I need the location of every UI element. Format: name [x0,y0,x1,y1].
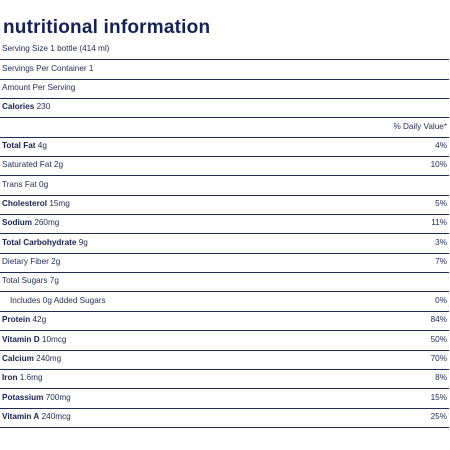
nutrient-row-total-sugars [0,273,449,292]
nutrient-amount: 7g [49,276,59,286]
nutrient-row-sodium [0,215,449,234]
nutrient-label [2,330,66,349]
serving-size-label: Serving Size 1 bottle (414 ml) [2,44,110,54]
nutrient-label [2,407,71,426]
nutrient-row-total-fat [0,138,449,157]
nutrient-daily-value: 8% [435,373,447,383]
nutrient-row-potassium [0,389,449,408]
nutrient-row-iron [0,370,449,389]
nutrient-row-calcium [0,351,449,370]
nutrient-amount: 2g [53,160,63,170]
nutrient-daily-value: 15% [430,392,447,402]
nutrition-table [0,41,449,428]
nutrient-amount: 1.6mg [19,373,43,383]
nutrient-daily-value: 50% [430,334,447,344]
nutrient-label [2,310,46,329]
nutrient-label [2,368,43,387]
nutrient-daily-value: 70% [430,353,447,363]
nutrient-label [2,271,59,290]
daily-value-header: % Daily Value* [393,121,447,131]
nutrient-label [2,175,48,194]
amount-per-serving-row [0,80,449,99]
nutrient-label [2,136,47,155]
calories-label [2,97,50,116]
nutrient-amount: 240mcg [41,411,71,421]
nutrient-name: Trans Fat [2,179,37,189]
nutrient-amount: 9g [78,237,88,247]
servings-per-container-row [0,60,449,79]
nutrient-label [2,252,60,271]
nutrient-name: Cholesterol [2,199,48,209]
nutrient-daily-value: 10% [430,160,447,170]
nutrient-name: Saturated Fat [2,160,52,170]
nutrient-name: Total Fat [2,141,36,151]
nutrient-row-total-carbohydrate [0,234,449,253]
nutrient-label [2,155,63,174]
nutrient-amount: 4g [37,141,47,151]
nutrient-label [2,233,88,252]
nutrient-name: Iron [2,373,18,383]
nutrient-row-added-sugars [0,292,449,311]
daily-value-header-row [0,118,449,137]
nutrient-amount: 240mg [36,353,62,363]
nutrient-amount: 42g [32,315,47,325]
nutrient-row-dietary-fiber [0,254,449,273]
nutrient-row-vitamin-d [0,331,449,350]
nutrient-name: Vitamin D [2,334,40,344]
nutrient-name: Total Carbohydrate [2,237,77,247]
calories-row [0,99,449,118]
nutrient-row-trans-fat [0,176,449,195]
calories-value: 230 [36,102,51,112]
nutrient-amount: 10mcg [41,334,67,344]
nutrient-name: Total Sugars [2,276,48,286]
nutrient-label [2,388,71,407]
nutrient-amount: 2g [51,257,61,267]
nutrient-daily-value: 3% [435,237,447,247]
nutrient-daily-value: 7% [435,257,447,267]
nutrient-daily-value: 11% [431,218,447,228]
nutrient-daily-value: 25% [430,411,447,421]
nutrient-amount: 260mg [34,218,60,228]
nutrient-row-protein [0,312,449,331]
nutrient-name: Sodium [2,218,33,228]
nutrient-name: Includes 0g Added Sugars [10,295,106,305]
nutrient-row-vitamin-a [0,409,449,428]
nutrient-daily-value: 84% [430,315,447,325]
calories-name: Calories [2,102,35,112]
nutrient-name: Protein [2,315,31,325]
nutrient-daily-value: 5% [435,199,447,209]
nutrient-amount: 0g [39,179,49,189]
nutrient-daily-value: 4% [435,141,447,151]
nutrient-name: Dietary Fiber [2,257,49,267]
nutrient-name: Potassium [2,392,44,402]
nutrient-label [10,291,106,310]
serving-size-row [0,41,449,60]
nutrient-row-cholesterol [0,196,449,215]
nutrient-amount: 700mg [45,392,71,402]
nutrient-label [2,349,61,368]
nutrient-name: Vitamin A [2,411,40,421]
nutrient-label [2,213,59,232]
nutrient-daily-value: 0% [435,295,447,305]
nutrient-label [2,194,70,213]
nutrient-row-saturated-fat [0,157,449,176]
nutrient-name: Calcium [2,353,34,363]
servings-per-container-label: Servings Per Container 1 [2,63,94,73]
page-title: nutritional information [3,17,211,38]
amount-per-serving-label: Amount Per Serving [2,83,76,93]
nutrient-amount: 15mg [49,199,70,209]
